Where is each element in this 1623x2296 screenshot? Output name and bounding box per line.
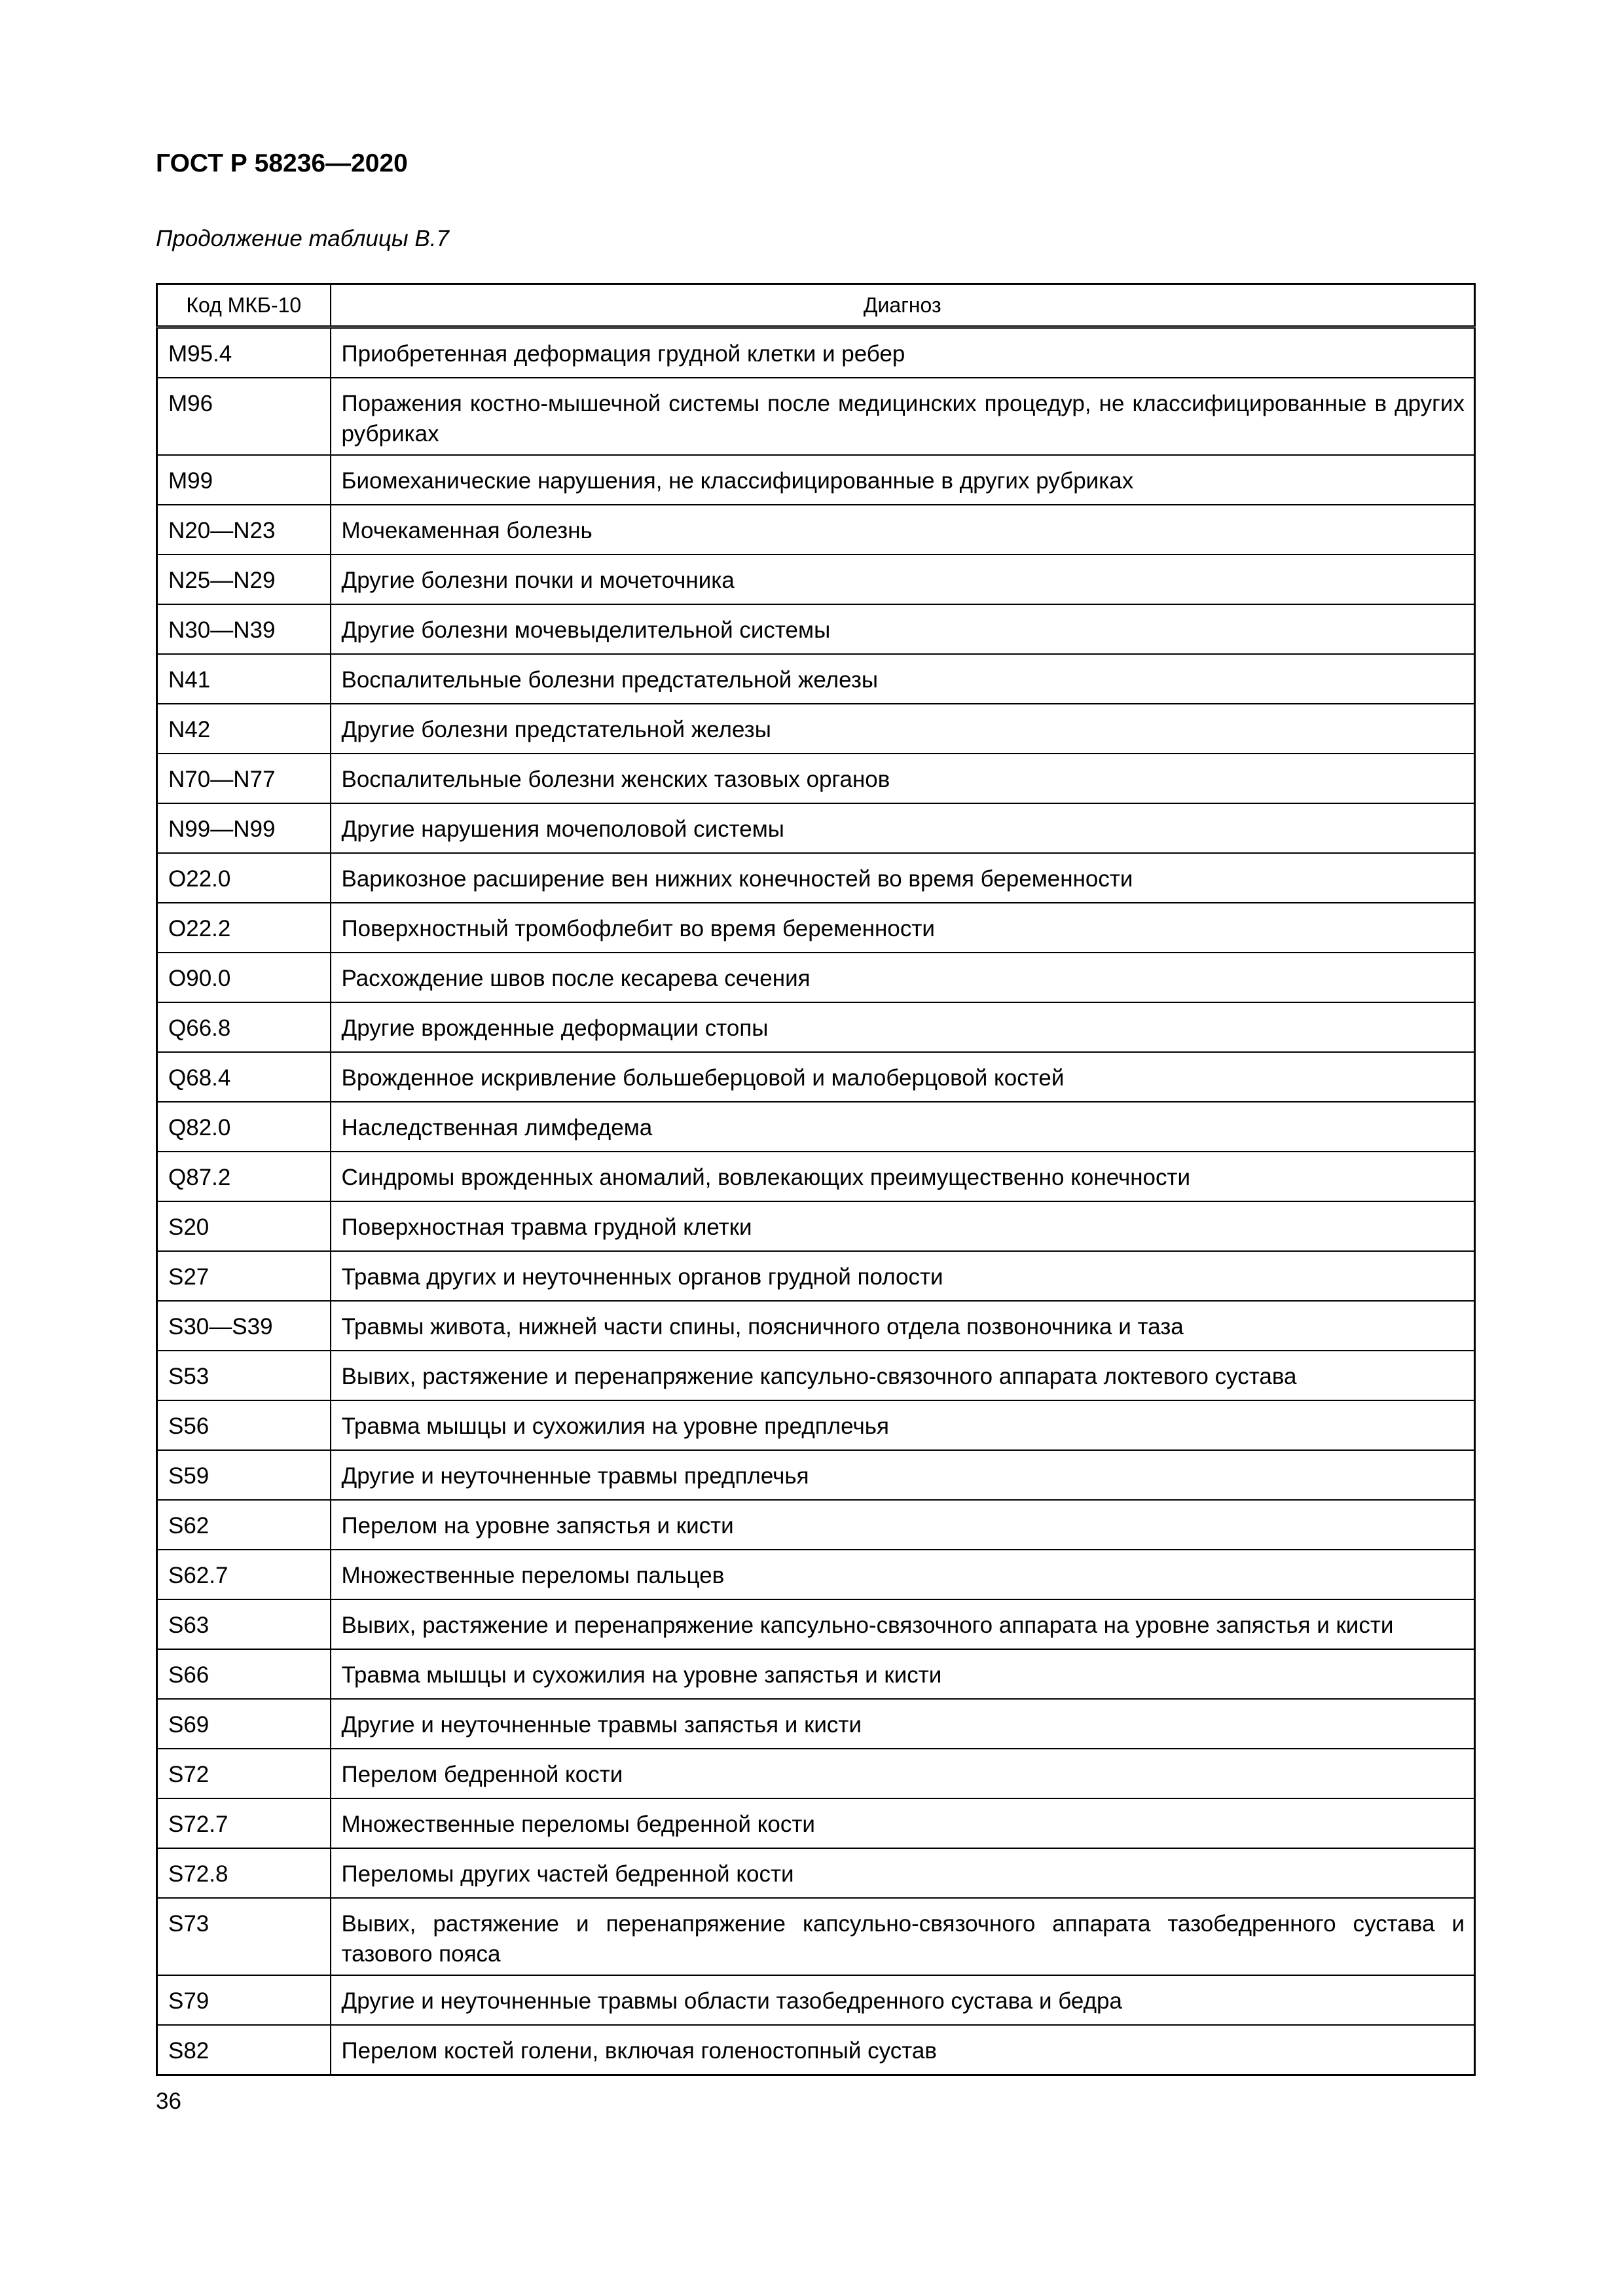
table-row (157, 604, 1475, 654)
table-row (157, 378, 1475, 455)
icd-code-cell: S20 (157, 1201, 331, 1251)
icd-code-cell: N99—N99 (157, 803, 331, 853)
table-row (157, 555, 1475, 604)
table-caption: Продолжение таблицы В.7 (156, 226, 449, 251)
diagnosis-cell: Множественные переломы бедренной кости (331, 1798, 1475, 1848)
icd-code-cell: S69 (157, 1699, 331, 1749)
diagnosis-cell: Другие врожденные деформации стопы (331, 1002, 1475, 1052)
column-header-diagnosis: Диагноз (331, 284, 1475, 327)
table-row (157, 1749, 1475, 1798)
icd-code-cell: N25—N29 (157, 555, 331, 604)
standard-header: ГОСТ Р 58236—2020 (156, 149, 408, 177)
icd-code-cell: S82 (157, 2025, 331, 2075)
table-row (157, 1351, 1475, 1400)
table-row (157, 2025, 1475, 2075)
table-row (157, 654, 1475, 704)
icd-code-cell: S72.8 (157, 1848, 331, 1898)
diagnosis-cell: Перелом костей голени, включая голеностопный сустав (331, 2025, 1475, 2075)
icd-code-cell: N41 (157, 654, 331, 704)
diagnosis-cell: Другие болезни мочевыделительной системы (331, 604, 1475, 654)
table-row (157, 903, 1475, 953)
icd-code-cell: N70—N77 (157, 754, 331, 803)
diagnosis-cell: Другие и неуточненные травмы области тазобедренного сустава и бедра (331, 1975, 1475, 2025)
table-row (157, 1152, 1475, 1201)
table-row (157, 1975, 1475, 2025)
diagnosis-cell: Другие болезни почки и мочеточника (331, 555, 1475, 604)
diagnosis-cell: Травма других и неуточненных органов грудной полости (331, 1251, 1475, 1301)
diagnosis-cell: Биомеханические нарушения, не классифицированные в других рубриках (331, 455, 1475, 505)
table-row (157, 1251, 1475, 1301)
diagnosis-cell: Травма мышцы и сухожилия на уровне запястья и кисти (331, 1649, 1475, 1699)
table-row (157, 1301, 1475, 1351)
diagnosis-cell: Мочекаменная болезнь (331, 505, 1475, 555)
diagnosis-cell: Приобретенная деформация грудной клетки и ребер (331, 327, 1475, 378)
icd-code-cell: S72.7 (157, 1798, 331, 1848)
table-row (157, 704, 1475, 754)
diagnosis-cell: Наследственная лимфедема (331, 1102, 1475, 1152)
page-number: 36 (156, 2088, 181, 2114)
diagnosis-cell: Травма мышцы и сухожилия на уровне предплечья (331, 1400, 1475, 1450)
diagnosis-cell: Перелом бедренной кости (331, 1749, 1475, 1798)
table-header (157, 284, 1475, 327)
table-row (157, 803, 1475, 853)
table-row (157, 1599, 1475, 1649)
table-row (157, 1649, 1475, 1699)
icd-code-cell: S59 (157, 1450, 331, 1500)
icd-code-cell: S72 (157, 1749, 331, 1798)
table-row (157, 1898, 1475, 1975)
diagnosis-cell: Расхождение швов после кесарева сечения (331, 953, 1475, 1002)
table-body (157, 327, 1475, 2075)
diagnosis-cell: Врожденное искривление большеберцовой и малоберцовой костей (331, 1052, 1475, 1102)
icd-code-cell: S62 (157, 1500, 331, 1550)
icd-code-cell: N42 (157, 704, 331, 754)
icd-code-cell: Q66.8 (157, 1002, 331, 1052)
diagnosis-cell: Травмы живота, нижней части спины, поясничного отдела позвоночника и таза (331, 1301, 1475, 1351)
table-row (157, 1500, 1475, 1550)
table-row (157, 1798, 1475, 1848)
table-row (157, 1550, 1475, 1599)
icd-code-cell: S27 (157, 1251, 331, 1301)
diagnosis-cell: Синдромы врожденных аномалий, вовлекающих преимущественно конечности (331, 1152, 1475, 1201)
table-row (157, 754, 1475, 803)
icd-code-cell: S53 (157, 1351, 331, 1400)
icd-code-cell: M96 (157, 378, 331, 455)
icd-code-cell: S62.7 (157, 1550, 331, 1599)
icd-code-cell: S56 (157, 1400, 331, 1450)
diagnosis-cell: Поверхностная травма грудной клетки (331, 1201, 1475, 1251)
table-row (157, 1400, 1475, 1450)
table-row (157, 1450, 1475, 1500)
table-row (157, 1699, 1475, 1749)
column-header-code: Код МКБ-10 (157, 284, 331, 327)
table-row (157, 1201, 1475, 1251)
table-row (157, 1052, 1475, 1102)
diagnosis-cell: Переломы других частей бедренной кости (331, 1848, 1475, 1898)
diagnosis-cell: Вывих, растяжение и перенапряжение капсульно-связочного аппарата на уровне запястья и кисти (331, 1599, 1475, 1649)
icd-code-cell: S63 (157, 1599, 331, 1649)
diagnosis-cell: Множественные переломы пальцев (331, 1550, 1475, 1599)
icd-code-cell: Q68.4 (157, 1052, 331, 1102)
icd-code-cell: O22.2 (157, 903, 331, 953)
table-row (157, 1002, 1475, 1052)
diagnosis-table (156, 283, 1476, 2076)
diagnosis-cell: Вывих, растяжение и перенапряжение капсульно-связочного аппарата локтевого сустава (331, 1351, 1475, 1400)
diagnosis-cell: Воспалительные болезни женских тазовых органов (331, 754, 1475, 803)
table-row (157, 853, 1475, 903)
diagnosis-cell: Варикозное расширение вен нижних конечностей во время беременности (331, 853, 1475, 903)
icd-code-cell: N30—N39 (157, 604, 331, 654)
diagnosis-cell: Перелом на уровне запястья и кисти (331, 1500, 1475, 1550)
icd-code-cell: O90.0 (157, 953, 331, 1002)
icd-code-cell: M95.4 (157, 327, 331, 378)
icd-code-cell: Q87.2 (157, 1152, 331, 1201)
icd-code-cell: O22.0 (157, 853, 331, 903)
diagnosis-cell: Поражения костно-мышечной системы после медицинских процедур, не классифицированные в других рубриках (331, 378, 1475, 455)
table-row (157, 455, 1475, 505)
icd-code-cell: Q82.0 (157, 1102, 331, 1152)
icd-code-cell: S30—S39 (157, 1301, 331, 1351)
icd-code-cell: S66 (157, 1649, 331, 1699)
table-row (157, 505, 1475, 555)
diagnosis-cell: Другие и неуточненные травмы предплечья (331, 1450, 1475, 1500)
icd-code-cell: S73 (157, 1898, 331, 1975)
table-row (157, 327, 1475, 378)
diagnosis-cell: Другие нарушения мочеполовой системы (331, 803, 1475, 853)
icd-code-cell: N20—N23 (157, 505, 331, 555)
diagnosis-cell: Другие болезни предстательной железы (331, 704, 1475, 754)
diagnosis-cell: Воспалительные болезни предстательной железы (331, 654, 1475, 704)
diagnosis-cell: Поверхностный тромбофлебит во время беременности (331, 903, 1475, 953)
table-row (157, 1102, 1475, 1152)
diagnosis-cell: Другие и неуточненные травмы запястья и кисти (331, 1699, 1475, 1749)
table-row (157, 1848, 1475, 1898)
table-row (157, 953, 1475, 1002)
icd-code-cell: M99 (157, 455, 331, 505)
diagnosis-cell: Вывих, растяжение и перенапряжение капсульно-связочного аппарата тазобедренного сустава и тазового пояса (331, 1898, 1475, 1975)
icd-code-cell: S79 (157, 1975, 331, 2025)
